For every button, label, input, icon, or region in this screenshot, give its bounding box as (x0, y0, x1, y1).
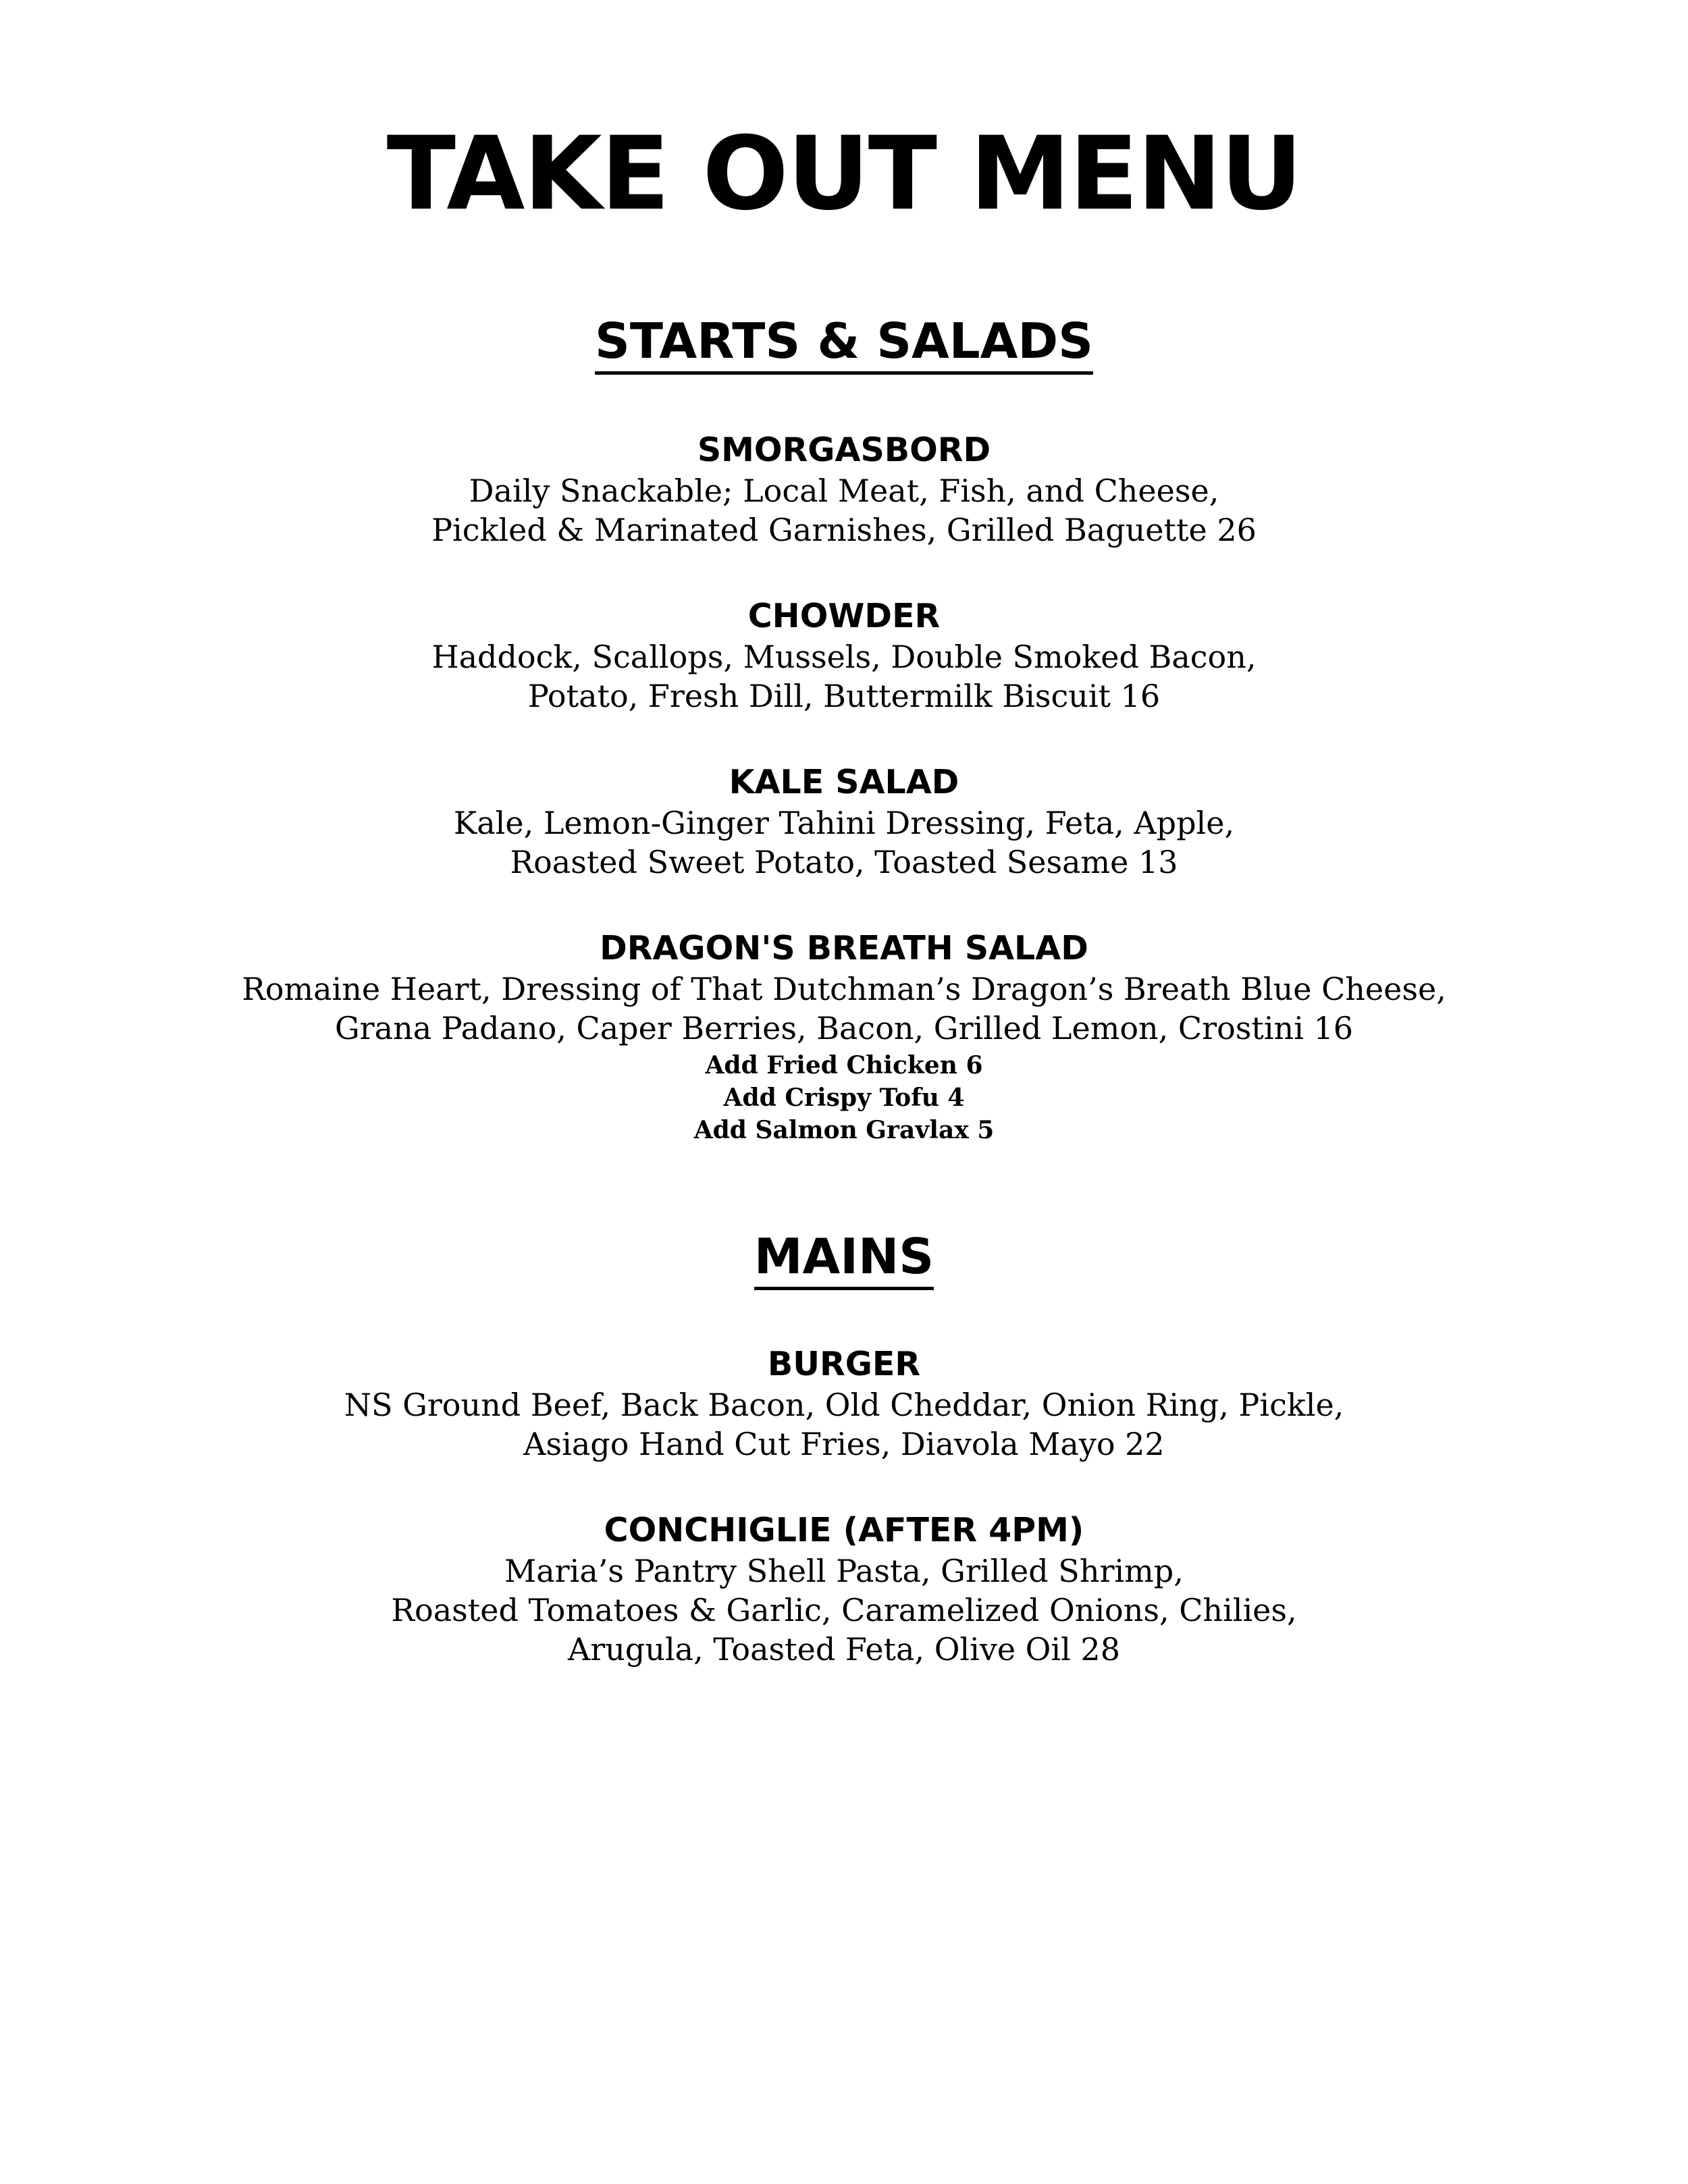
item-name: SMORGASBORD (697, 431, 991, 469)
addon-item: Add Fried Chicken 6 (705, 1051, 983, 1080)
addon-item: Add Crispy Tofu 4 (723, 1084, 965, 1112)
section-heading-mains (0, 1227, 1688, 1290)
item-name: BURGER (767, 1345, 921, 1383)
addon-list (0, 1049, 1688, 1146)
section-heading-starts-salads (0, 312, 1688, 375)
item-description-line: Maria’s Pantry Shell Pasta, Grilled Shrimp, (504, 1553, 1184, 1589)
item-description-line: Asiago Hand Cut Fries, Diavola Mayo 22 (523, 1426, 1165, 1462)
menu-item-smorgasbord (0, 429, 1688, 550)
menu-item-conchiglie (0, 1510, 1688, 1669)
item-name: KALE SALAD (729, 763, 959, 801)
section-heading-label: STARTS & SALADS (595, 312, 1093, 375)
menu-item-burger (0, 1343, 1688, 1464)
item-name: DRAGON'S BREATH SALAD (600, 929, 1088, 967)
item-name: CHOWDER (747, 597, 941, 635)
item-description-line: Roasted Tomatoes & Garlic, Caramelized Onions, Chilies, (391, 1592, 1297, 1628)
item-description-line: Haddock, Scallops, Mussels, Double Smoked Bacon, (431, 639, 1257, 675)
section-heading-label: MAINS (754, 1227, 934, 1290)
menu-item-chowder (0, 595, 1688, 716)
item-description-line: Pickled & Marinated Garnishes, Grilled Baguette 26 (431, 512, 1257, 548)
item-description-line: Kale, Lemon-Ginger Tahini Dressing, Feta, Apple, (453, 805, 1235, 841)
menu-title: TAKE OUT MENU (386, 115, 1302, 233)
item-description-line: NS Ground Beef, Back Bacon, Old Cheddar, Onion Ring, Pickle, (344, 1387, 1344, 1423)
item-description-line: Grana Padano, Caper Berries, Bacon, Grilled Lemon, Crostini 16 (334, 1010, 1354, 1046)
item-description-line: Romaine Heart, Dressing of That Dutchman’s Dragon’s Breath Blue Cheese, (242, 971, 1446, 1007)
item-description-line: Arugula, Toasted Feta, Olive Oil 28 (568, 1631, 1120, 1668)
item-description-line: Potato, Fresh Dill, Buttermilk Biscuit 16 (527, 678, 1161, 714)
addon-item: Add Salmon Gravlax 5 (693, 1116, 995, 1144)
item-description-line: Roasted Sweet Potato, Toasted Sesame 13 (510, 844, 1178, 880)
item-name: CONCHIGLIE (AFTER 4PM) (604, 1511, 1084, 1549)
menu-item-kale-salad (0, 762, 1688, 882)
menu-item-dragons-breath-salad (0, 928, 1688, 1146)
item-description-line: Daily Snackable; Local Meat, Fish, and Cheese, (469, 473, 1219, 509)
